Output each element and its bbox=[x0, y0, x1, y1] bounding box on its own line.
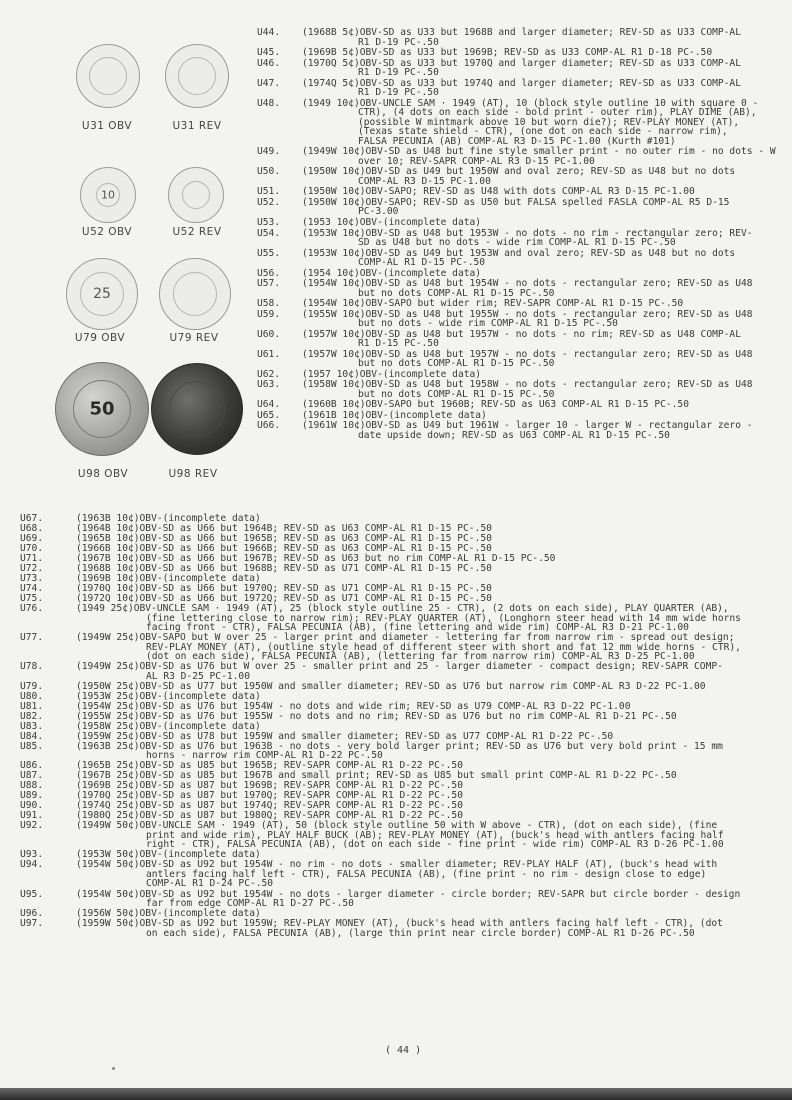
entry-text-line: (1980Q 25¢)OBV-SD as U87 but 1980Q; REV-SAPR COMP-AL R1 D-22 PC-.50 bbox=[76, 810, 463, 822]
entry-text-line: (1974Q 5¢)OBV-SD as U33 but 1974Q and larger diameter; REV-SD as U33 COMP-AL bbox=[302, 77, 741, 89]
entry-text-line: (1949W 25¢)OBV-SAPO but W over 25 - larger print and diameter - lettering far from narrow rim - spread out design; bbox=[76, 632, 735, 644]
entry-text-line: but no dots - wide rim COMP-AL R1 D-15 PC-.50 bbox=[358, 318, 618, 330]
entry-text-line: (1954W 25¢)OBV-SD as U76 but 1954W - no dots and wide rim; REV-SD as U79 COMP-AL R3 D-22 PC-1.00 bbox=[76, 700, 631, 712]
entry-text-line: (fine lettering close to narrow rim); REV-PLAY QUARTER (AT), (Longhorn steer head with 14 mm wide horns bbox=[146, 612, 741, 624]
entry-code: U66. bbox=[257, 420, 281, 432]
coin-u98-reverse bbox=[151, 363, 243, 455]
entry-code: U54. bbox=[257, 227, 281, 239]
entry-text-line: (Texas state shield - CTR), (one dot on each side - narrow rim), bbox=[358, 126, 728, 138]
entry-text-line: but no dots COMP-AL R1 D-15 PC-.50 bbox=[358, 358, 555, 370]
entry-text-line: (1950W 10¢)OBV-SAPO; REV-SD as U50 but FALSA spelled FASLA COMP-AL R5 D-15 bbox=[302, 196, 730, 208]
entry-code: U89. bbox=[20, 790, 44, 802]
entry-code: U60. bbox=[257, 328, 281, 340]
entry-text-line: (1959W 25¢)OBV-SD as U78 but 1959W and smaller diameter; REV-SD as U77 COMP-AL R1 D-22 PC-.50 bbox=[76, 730, 614, 742]
entry-text-line: right - CTR), FALSA PECUNIA (AB), (dot on each side - fine print - wide rim) COMP-AL R3 D-26 PC-1.00 bbox=[146, 839, 724, 851]
entry-text-line: (1970Q 10¢)OBV-SD as U66 but 1970Q; REV-SD as U71 COMP-AL R1 D-15 PC-.50 bbox=[76, 583, 492, 594]
entry-text-line: (1963B 25¢)OBV-SD as U76 but 1963B - no dots - very bold larger print; REV-SD as U76 but very bold print - 15 mm bbox=[76, 740, 723, 752]
entry-text-line: (1959W 50¢)OBV-SD as U92 but 1959W; REV-PLAY MONEY (AT), (buck's head with antlers facing half left - CTR), (dot bbox=[76, 918, 723, 930]
entry-code: U62. bbox=[257, 368, 281, 380]
entry-text-line: (1949W 25¢)OBV-SD as U76 but W over 25 - smaller print and 25 - larger diameter - compact design; REV-SAPR COMP- bbox=[76, 661, 723, 673]
entry-text-line: (1955W 25¢)OBV-SD as U76 but 1955W - no dots and no rim; REV-SD as U76 but no rim COMP-AL R1 D-21 PC-.50 bbox=[76, 710, 677, 722]
entry-text-line: (1954W 10¢)OBV-SD as U48 but 1954W - no dots - rectangular zero; REV-SD as U48 bbox=[302, 278, 753, 290]
coin-label-u79-rev: U79 REV bbox=[169, 332, 219, 344]
entry-code: U69. bbox=[20, 533, 44, 544]
entry-code: U58. bbox=[257, 298, 281, 310]
entry-code: U76. bbox=[20, 603, 44, 614]
entry-code: U92. bbox=[20, 820, 44, 832]
entry-text-line: (1963B 10¢)OBV-(incomplete data) bbox=[76, 513, 261, 524]
scan-bottom-edge bbox=[0, 1088, 792, 1100]
entry-code: U94. bbox=[20, 859, 44, 871]
entry-code: U85. bbox=[20, 740, 44, 752]
coin-label-u52-rev: U52 REV bbox=[172, 226, 222, 238]
entry-code: U50. bbox=[257, 166, 281, 178]
entry-code: U44. bbox=[257, 27, 281, 38]
entry-text-line: (1969B 10¢)OBV-(incomplete data) bbox=[76, 573, 261, 584]
entry-text-line: (1953W 10¢)OBV-SD as U48 but 1953W - no dots - no rim - rectangular zero; REV- bbox=[302, 227, 753, 239]
entry-code: U72. bbox=[20, 563, 44, 574]
entry-code: U46. bbox=[257, 57, 281, 69]
entry-text-line: (dot on each side), FALSA PECUNIA (AB), (lettering far from narrow rim) COMP-AL R3 D-25 PC-1.00 bbox=[146, 651, 695, 663]
entry-text-line: (1958W 10¢)OBV-SD as U48 but 1958W - no dots - rectangular zero; REV-SD as U48 bbox=[302, 379, 753, 391]
entry-code: U53. bbox=[257, 217, 281, 228]
entry-text-line: (1970Q 25¢)OBV-SD as U87 but 1970Q; REV-SAPR COMP-AL R1 D-22 PC-.50 bbox=[76, 790, 463, 802]
entry-code: U78. bbox=[20, 661, 44, 673]
entry-code: U93. bbox=[20, 849, 44, 861]
entry-text-line: (1949 10¢)OBV-UNCLE SAM · 1949 (AT), 10 (block style outline 10 with square 0 - bbox=[302, 97, 759, 109]
entry-code: U55. bbox=[257, 247, 281, 259]
entry-code: U88. bbox=[20, 780, 44, 792]
coin-label-u79-obv: U79 OBV bbox=[74, 332, 126, 344]
entry-code: U57. bbox=[257, 278, 281, 290]
entry-code: U95. bbox=[20, 888, 44, 900]
entry-text-line: but no dots COMP-AL R1 D-15 PC-.50 bbox=[358, 388, 555, 400]
coin-u79-reverse bbox=[159, 258, 231, 330]
entry-text-line: facing front - CTR), FALSA PECUNIA (AB), (fine lettering and wide rim) COMP-AL R3 D-21 PC-1.00 bbox=[146, 622, 689, 634]
coin-u31-reverse bbox=[165, 44, 229, 108]
entry-text-line: over 10; REV-SAPR COMP-AL R3 D-15 PC-1.00 bbox=[358, 155, 595, 167]
entry-code: U56. bbox=[257, 267, 281, 279]
entry-text-line: (1954W 10¢)OBV-SAPO but wider rim; REV-SAPR COMP-AL R1 D-15 PC-.50 bbox=[302, 298, 684, 310]
entry-text-line: (possible W mintmark above 10 but worn die?); REV-PLAY MONEY (AT), bbox=[358, 116, 740, 128]
entry-text-line: (1950W 10¢)OBV-SD as U49 but 1950W and oval zero; REV-SD as U48 but no dots bbox=[302, 166, 736, 178]
coin-label-u98-rev: U98 REV bbox=[168, 468, 218, 480]
entry-text-line: (1961W 10¢)OBV-SD as U49 but 1961W - larger 10 - larger W - rectangular zero - bbox=[302, 420, 753, 432]
coin-label-u98-obv: U98 OBV bbox=[77, 468, 129, 480]
entry-code: U61. bbox=[257, 348, 281, 360]
entry-code: U65. bbox=[257, 409, 281, 421]
entry-code: U51. bbox=[257, 186, 281, 198]
entry-text-line: (1974Q 25¢)OBV-SD as U87 but 1974Q; REV-SAPR COMP-AL R1 D-22 PC-.50 bbox=[76, 800, 463, 812]
entry-text-line: but no dots COMP-AL R1 D-15 PC-.50 bbox=[358, 287, 555, 299]
entry-text-line: COMP-AL R3 D-15 PC-1.00 bbox=[358, 175, 491, 187]
entry-text-line: PC-3.00 bbox=[358, 206, 399, 218]
entry-code: U48. bbox=[257, 97, 281, 109]
entry-text-line: R1 D-15 PC-.50 bbox=[358, 338, 439, 350]
entry-text-line: (1954W 50¢)OBV-SD as U92 but 1954W - no rim - no dots - smaller diameter; REV-PLAY HALF (AT), (buck's head with bbox=[76, 859, 718, 871]
entry-text-line: (1953W 10¢)OBV-SD as U49 but 1953W and oval zero; REV-SD as U48 but no dots bbox=[302, 247, 736, 259]
entry-text-line: antlers facing half left - CTR), FALSA PECUNIA (AB), (fine print - no rim - design close to edge) bbox=[146, 868, 707, 880]
entry-text-line: (1960B 10¢)OBV-SAPO but 1960B; REV-SD as U63 COMP-AL R1 D-15 PC-.50 bbox=[302, 399, 689, 411]
entry-text-line: (1972Q 10¢)OBV-SD as U66 but 1972Q; REV-SD as U71 COMP-AL R1 D-15 PC-.50 bbox=[76, 593, 492, 604]
entry-code: U80. bbox=[20, 690, 44, 702]
coin-u98-obverse-text: 50 bbox=[89, 398, 115, 420]
entry-text-line: R1 D-19 PC-.50 bbox=[358, 87, 439, 99]
entry-code: U74. bbox=[20, 583, 44, 594]
coin-u98-obverse bbox=[55, 362, 149, 456]
entry-code: U91. bbox=[20, 810, 44, 822]
scan-speck bbox=[112, 1067, 115, 1070]
entry-code: U63. bbox=[257, 379, 281, 391]
entry-text-line: (1969B 25¢)OBV-SD as U87 but 1969B; REV-SAPR COMP-AL R1 D-22 PC-.50 bbox=[76, 780, 463, 792]
entry-code: U71. bbox=[20, 553, 44, 564]
entry-text-line: SD as U48 but no dots - wide rim COMP-AL R1 D-15 PC-.50 bbox=[358, 237, 676, 249]
entry-text-line: (1965B 10¢)OBV-SD as U66 but 1965B; REV-SD as U63 COMP-AL R1 D-15 PC-.50 bbox=[76, 533, 492, 544]
entry-text-line: (1968B 10¢)OBV-SD as U66 but 1968B; REV-SD as U71 COMP-AL R1 D-15 PC-.50 bbox=[76, 563, 492, 574]
entry-code: U86. bbox=[20, 760, 44, 772]
entry-text-line: R1 D-19 PC-.50 bbox=[358, 36, 439, 48]
entry-text-line: (1953 10¢)OBV-(incomplete data) bbox=[302, 217, 482, 228]
entry-text-line: far from edge COMP-AL R1 D-27 PC-.50 bbox=[146, 898, 354, 910]
entry-text-line: (1954 10¢)OBV-(incomplete data) bbox=[302, 267, 482, 279]
entry-text-line: CTR), (4 dots on each side - bold print - outer rim), PLAY DIME (AB), bbox=[358, 107, 757, 119]
entry-text-line: (1949W 50¢)OBV-UNCLE SAM · 1949 (AT), 50 (block style outline 50 with W above - CTR), (dot on each side), (fine bbox=[76, 820, 718, 832]
entry-text-line: (1957W 10¢)OBV-SD as U48 but 1957W - no dots - no rim; REV-SD as U48 COMP-AL bbox=[302, 328, 741, 340]
entry-code: U70. bbox=[20, 543, 44, 554]
entry-code: U59. bbox=[257, 308, 281, 320]
entry-code: U87. bbox=[20, 770, 44, 782]
entry-text-line: (1949 25¢)OBV-UNCLE SAM · 1949 (AT), 25 (block style outline 25 - CTR), (2 dots on each side), PLAY QUARTER (AB), bbox=[76, 603, 729, 614]
entry-text-line: (1968B 5¢)OBV-SD as U33 but 1968B and larger diameter; REV-SD as U33 COMP-AL bbox=[302, 27, 741, 38]
entry-code: U64. bbox=[257, 399, 281, 411]
entry-code: U82. bbox=[20, 710, 44, 722]
entry-text-line: (1950W 10¢)OBV-SAPO; REV-SD as U48 with dots COMP-AL R3 D-15 PC-1.00 bbox=[302, 186, 695, 198]
entry-text-line: (1970Q 5¢)OBV-SD as U33 but 1970Q and larger diameter; REV-SD as U33 COMP-AL bbox=[302, 57, 741, 69]
entry-text-line: FALSA PECUNIA (AB) COMP-AL R3 D-15 PC-1.00 (Kurth #101) bbox=[358, 135, 676, 147]
entry-text-line: (1950W 25¢)OBV-SD as U77 but 1950W and smaller diameter; REV-SD as U76 but narrow rim COMP-AL R3 D-22 PC-1.00 bbox=[76, 680, 706, 692]
entry-code: U45. bbox=[257, 47, 281, 59]
entry-text-line: (1965B 25¢)OBV-SD as U85 but 1965B; REV-SAPR COMP-AL R1 D-22 PC-.50 bbox=[76, 760, 463, 772]
entry-code: U73. bbox=[20, 573, 44, 584]
coin-u31-obverse bbox=[76, 44, 140, 108]
entry-text-line: R1 D-19 PC-.50 bbox=[358, 67, 439, 79]
entry-text-line: REV-PLAY MONEY (AT), (outline style head of different steer with short and fat 12 mm wide horns - CTR), bbox=[146, 641, 741, 653]
entry-text-line: (1967B 10¢)OBV-SD as U66 but 1967B; REV-SD as U63 but no rim COMP-AL R1 D-15 PC-.50 bbox=[76, 553, 556, 564]
entry-code: U68. bbox=[20, 523, 44, 534]
entry-code: U52. bbox=[257, 196, 281, 208]
entry-text-line: (1953W 25¢)OBV-(incomplete data) bbox=[76, 690, 261, 702]
coin-u79-obverse-text: 25 bbox=[93, 286, 111, 302]
entry-text-line: (1961B 10¢)OBV-(incomplete data) bbox=[302, 409, 487, 421]
page-number: ( 44 ) bbox=[385, 1045, 422, 1056]
coin-u52-reverse bbox=[168, 167, 224, 223]
entry-text-line: (1964B 10¢)OBV-SD as U66 but 1964B; REV-SD as U63 COMP-AL R1 D-15 PC-.50 bbox=[76, 523, 492, 534]
entry-text-line: horns - narrow rim COMP-AL R1 D-22 PC-.50 bbox=[146, 750, 383, 762]
coin-u52-obverse bbox=[80, 167, 136, 223]
entry-code: U49. bbox=[257, 146, 281, 158]
entry-text-line: (1957 10¢)OBV-(incomplete data) bbox=[302, 368, 482, 380]
entry-text-line: (1949W 10¢)OBV-SD as U48 but fine style smaller print - no outer rim - no dots - W bbox=[302, 146, 776, 158]
coin-label-u31-obv: U31 OBV bbox=[81, 120, 133, 132]
entry-text-line: (1967B 25¢)OBV-SD as U85 but 1967B and small print; REV-SD as U85 but small print COMP-AL R1 D-22 PC-.50 bbox=[76, 770, 677, 782]
entry-text-line: (1966B 10¢)OBV-SD as U66 but 1966B; REV-SD as U63 COMP-AL R1 D-15 PC-.50 bbox=[76, 543, 492, 554]
entry-text-line: (1953W 50¢)OBV-(incomplete data) bbox=[76, 849, 261, 861]
entry-text-line: date upside down; REV-SD as U63 COMP-AL R1 D-15 PC-.50 bbox=[358, 429, 670, 441]
entry-text-line: (1957W 10¢)OBV-SD as U48 but 1957W - no dots - rectangular zero; REV-SD as U48 bbox=[302, 348, 753, 360]
entry-text-line: COMP-AL R1 D-24 PC-.50 bbox=[146, 878, 274, 890]
entry-code: U81. bbox=[20, 700, 44, 712]
coin-u79-obverse bbox=[66, 258, 138, 330]
coin-label-u31-rev: U31 REV bbox=[172, 120, 222, 132]
entry-code: U79. bbox=[20, 680, 44, 692]
entry-code: U97. bbox=[20, 918, 44, 930]
entry-text-line: on each side), FALSA PECUNIA (AB), (large thin print near circle border) COMP-AL R1 D-26 PC-.50 bbox=[146, 927, 695, 939]
entry-text-line: (1955W 10¢)OBV-SD as U48 but 1955W - no dots - rectangular zero; REV-SD as U48 bbox=[302, 308, 753, 320]
entry-text-line: (1969B 5¢)OBV-SD as U33 but 1969B; REV-SD as U33 COMP-AL R1 D-18 PC-.50 bbox=[302, 47, 713, 59]
entry-code: U90. bbox=[20, 800, 44, 812]
entry-text-line: COMP-AL R1 D-15 PC-.50 bbox=[358, 257, 486, 269]
entry-text-line: (1954W 50¢)OBV-SD as U92 but 1954W - no dots - larger diameter - circle border; REV-SAPR but circle border - design bbox=[76, 888, 741, 900]
entry-code: U84. bbox=[20, 730, 44, 742]
entry-text-line: (1958W 25¢)OBV-(incomplete data) bbox=[76, 720, 261, 732]
entry-code: U77. bbox=[20, 632, 44, 644]
entry-text-line: print and wide rim), PLAY HALF BUCK (AB); REV-PLAY MONEY (AT), (buck's head with antlers facing half bbox=[146, 829, 724, 841]
entry-code: U47. bbox=[257, 77, 281, 89]
entry-code: U96. bbox=[20, 908, 44, 920]
entry-code: U75. bbox=[20, 593, 44, 604]
entry-code: U67. bbox=[20, 513, 44, 524]
entry-text-line: AL R3 D-25 PC-1.00 bbox=[146, 670, 250, 682]
entry-code: U83. bbox=[20, 720, 44, 732]
coin-label-u52-obv: U52 OBV bbox=[81, 226, 133, 238]
coin-u52-obverse-text: 10 bbox=[101, 188, 115, 202]
entry-text-line: (1956W 50¢)OBV-(incomplete data) bbox=[76, 908, 261, 920]
